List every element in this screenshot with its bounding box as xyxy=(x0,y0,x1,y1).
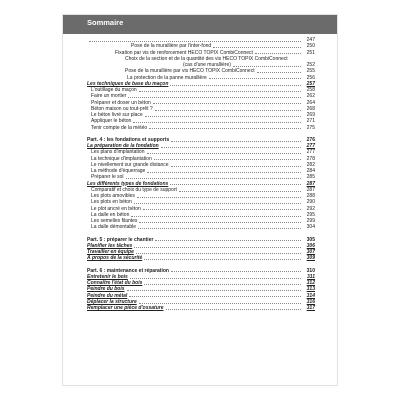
toc-entry-title: Remplacer une pièce d'ossature xyxy=(87,305,164,311)
page-title: Sommaire xyxy=(87,18,124,27)
dot-leader xyxy=(127,290,301,291)
dot-leader xyxy=(154,159,301,160)
dot-leader xyxy=(171,271,301,272)
dot-leader xyxy=(209,78,301,79)
toc-page-number: 271 xyxy=(306,118,315,125)
toc-entry-title: La dalle démontable xyxy=(91,224,137,231)
dot-leader xyxy=(153,103,301,104)
toc-entry[interactable] xyxy=(87,224,315,230)
header-bar xyxy=(63,15,337,34)
toc-page-number: 252 xyxy=(306,62,315,68)
toc-page-number: 256 xyxy=(306,74,315,81)
dot-leader xyxy=(170,184,301,185)
toc-page-number: 295 xyxy=(306,211,315,218)
toc-entry[interactable] xyxy=(87,125,315,131)
toc-page-number: 312 xyxy=(306,280,315,286)
dot-leader xyxy=(131,216,301,217)
dot-leader xyxy=(133,122,301,123)
dot-leader xyxy=(129,296,301,297)
toc-entry-title: Comparatif et choix du type de support xyxy=(91,186,177,193)
toc-page-number: 284 xyxy=(306,168,315,174)
dot-leader xyxy=(147,153,302,154)
toc-entry-title: Préparer le sol xyxy=(91,174,124,181)
dot-leader xyxy=(138,228,301,229)
toc-page-number: 268 xyxy=(306,105,315,112)
toc-entry-title: Le béton livré sur place xyxy=(91,112,143,118)
toc-entry-title: Les techniques de base du maçon xyxy=(87,80,169,87)
toc-entry-title: Appliquer le béton xyxy=(91,118,132,125)
toc-entry-title: Préparer et doser un béton xyxy=(91,99,151,106)
toc-page-number: 257 xyxy=(306,80,315,87)
toc-page-number: 278 xyxy=(306,155,315,162)
toc-entry-title: Fixation par vis de renforcement HECO TOPIX CombiConnect xyxy=(115,49,253,56)
toc-entry-title: Connaître l'état du bois xyxy=(87,280,143,286)
dot-leader xyxy=(145,116,301,117)
toc-entry-title: La méthode d'équerrage xyxy=(91,168,146,174)
toc-entry-title: Part. 6 : maintenance et réparation xyxy=(87,267,169,274)
dot-leader xyxy=(144,259,301,260)
toc-entry-title: Pose de la murallière par l'inter-fond xyxy=(131,43,212,50)
toc-page-number: 275 xyxy=(306,124,315,131)
toc-page-number: 250 xyxy=(306,43,315,50)
toc-entry-title: La protection de la panne murallière xyxy=(127,74,207,81)
toc-page-number: 299 xyxy=(306,218,315,224)
toc-entry-title: (cas d'une murallière) xyxy=(183,62,231,68)
dot-leader xyxy=(161,147,301,148)
dot-leader xyxy=(130,278,301,279)
toc-page-number: 277 xyxy=(306,149,315,156)
dot-leader xyxy=(137,197,301,198)
toc-page-number: 251 xyxy=(306,49,315,56)
dot-leader xyxy=(126,178,301,179)
dot-leader xyxy=(143,209,301,210)
toc-page-number: 287 xyxy=(306,186,315,193)
toc-entry-title: Pose de la murallière par vis HECO TOPIX CombiConnect xyxy=(125,68,255,75)
dot-leader xyxy=(155,110,301,111)
toc-page-number: 292 xyxy=(306,205,315,212)
toc-entry-title: Peindre du métal xyxy=(87,292,128,299)
dot-leader xyxy=(134,247,301,248)
toc-page-number: 264 xyxy=(306,99,315,106)
toc-entry-title: Choix de la section et de la quantité des vis HECO TOPIX CombiConnect xyxy=(125,55,288,62)
toc-page-number: 307 xyxy=(306,249,315,255)
toc-page-number: 255 xyxy=(306,68,315,75)
dot-leader xyxy=(139,91,301,92)
toc-entry-title: Déplacer la structure xyxy=(87,298,137,305)
toc-entry-title: Faire un mortier xyxy=(91,93,127,100)
toc-page-number: 288 xyxy=(306,193,315,199)
toc-page-number: 258 xyxy=(306,87,315,93)
dot-leader xyxy=(233,66,301,67)
dot-leader xyxy=(128,97,301,98)
toc-entry-title: Le nivellement sur grande distance xyxy=(91,161,169,168)
toc-entry-title: Tenir compte de la météo xyxy=(91,124,148,131)
toc-page-number: 262 xyxy=(306,93,315,100)
toc-chapter-link[interactable] xyxy=(87,255,315,261)
toc-chapter-link[interactable] xyxy=(87,305,315,311)
dot-leader xyxy=(136,253,301,254)
dot-leader xyxy=(166,309,302,310)
toc-page-number: 310 xyxy=(306,267,315,274)
toc-entry-title: Le plot ancré en béton xyxy=(91,205,141,212)
toc-entry-title: Peindre du bois xyxy=(87,286,125,293)
dot-leader xyxy=(255,53,301,54)
toc-page-number: 317 xyxy=(306,305,315,311)
toc-page-number: 311 xyxy=(307,273,315,280)
dot-leader xyxy=(144,284,301,285)
dot-leader xyxy=(89,41,301,42)
toc-entry-title: La dalle en béton xyxy=(91,211,130,218)
dot-leader xyxy=(155,240,301,241)
toc-entry-title: Travailler en équipe xyxy=(87,249,134,255)
toc-entry-title: La technique d'implantation xyxy=(91,155,152,162)
toc-entry-title: Entretenir le bois xyxy=(87,273,128,280)
toc-entry-title: Part. 5 : préparer le chantier xyxy=(87,236,154,243)
dot-leader xyxy=(213,47,301,48)
dot-leader xyxy=(139,222,301,223)
dot-leader xyxy=(149,128,301,129)
toc-page-number: 309 xyxy=(306,255,315,262)
toc-entry-title: À propos de la sécurité xyxy=(87,255,143,262)
toc-entry-title: Part. 4 : les fondations et supports xyxy=(87,136,170,143)
toc-page-number: 269 xyxy=(306,112,315,118)
toc-entry-title: La préparation de la fondation xyxy=(87,143,159,149)
toc-entry-title: L'outillage du maçon xyxy=(91,87,137,93)
toc-page-number: 277 xyxy=(306,143,315,149)
toc-page xyxy=(62,14,338,386)
toc-page-number: 316 xyxy=(306,298,315,305)
toc-page-number: 290 xyxy=(306,199,315,206)
toc-page-number: 306 xyxy=(306,242,315,249)
toc-entry-title: Béton maison ou tout-prêt ? xyxy=(91,105,153,112)
dot-leader xyxy=(257,72,301,73)
dot-leader xyxy=(139,303,301,304)
dot-leader xyxy=(171,141,301,142)
toc-entry-title: Planifier les tâches xyxy=(87,242,133,249)
toc-entry-title: Les plots en béton xyxy=(91,199,132,206)
toc-entry-title: Les plots amovibles xyxy=(91,193,135,199)
toc-entry-title: Les différents types de fondations xyxy=(87,180,169,187)
toc-page-number: 276 xyxy=(306,136,315,143)
dot-leader xyxy=(147,172,301,173)
dot-leader xyxy=(134,203,301,204)
toc-entry-title: Les semelles filantes xyxy=(91,218,138,224)
dot-leader xyxy=(179,191,301,192)
toc-page-number: 314 xyxy=(306,292,315,299)
toc-entry-title: Les plans d'implantation xyxy=(91,149,145,156)
table-of-contents xyxy=(87,37,315,311)
toc-page-number: 287 xyxy=(306,180,315,187)
toc-page-number: 282 xyxy=(306,161,315,168)
toc-page-number: 247 xyxy=(306,37,315,43)
toc-page-number: 313 xyxy=(306,286,315,293)
dot-leader xyxy=(171,166,301,167)
toc-page-number: 285 xyxy=(306,174,315,181)
toc-page-number: 304 xyxy=(306,224,315,231)
dot-leader xyxy=(170,85,301,86)
toc-page-number: 305 xyxy=(306,236,315,243)
